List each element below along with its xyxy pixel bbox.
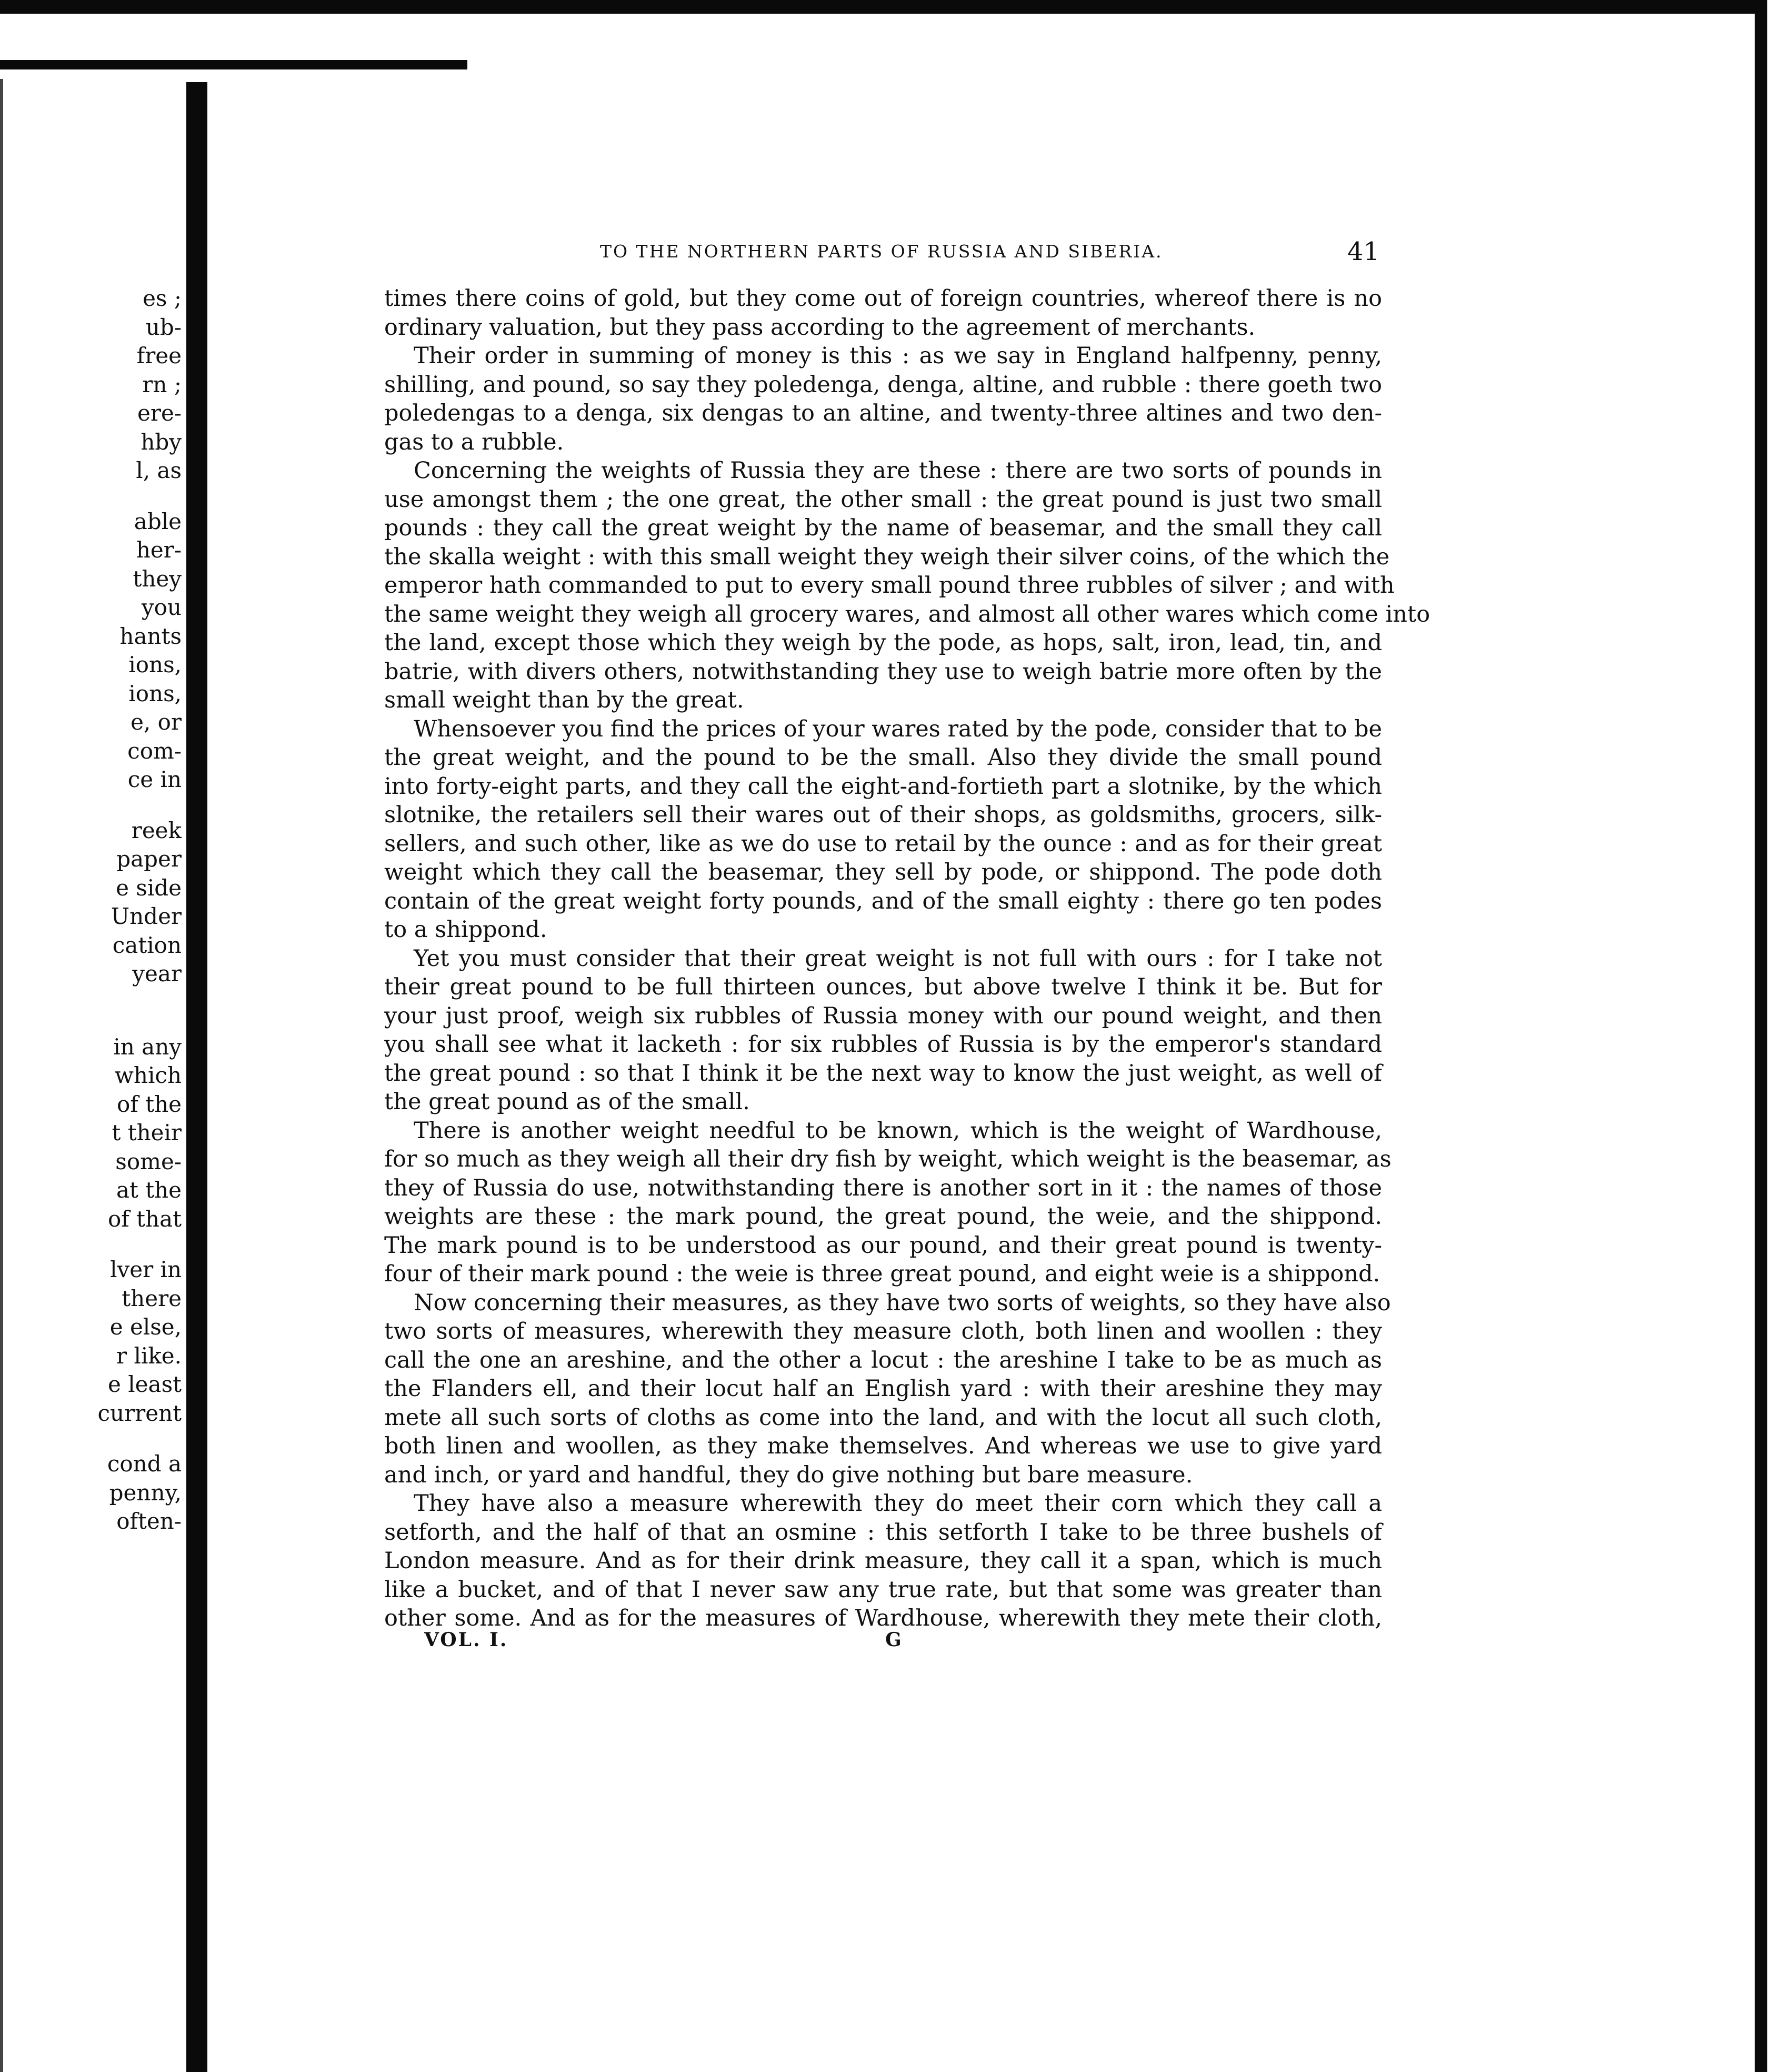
left-page-fragment (84, 1428, 182, 1450)
left-page-fragment: able (134, 508, 182, 534)
text-line: the skalla weight : with this small weight they weigh their silver coins, of the which the (384, 543, 1390, 570)
left-page-fragment: r like. (116, 1342, 182, 1369)
text-line: to a shippond. (384, 917, 547, 943)
text-line: their great pound to be full thirteen ounces, but above twelve I think it be. But for (384, 974, 1382, 1000)
left-page-head-rule (0, 60, 467, 69)
text-line: they of Russia do use, notwithstanding there is another sort in it : the names of those (384, 1174, 1382, 1201)
page-number: 41 (1347, 237, 1380, 266)
text-line: weight which they call the beasemar, they sell by pode, or shippond. The pode doth (384, 859, 1382, 885)
left-page-fragment: e least (108, 1371, 182, 1397)
left-page-fragment: com- (127, 738, 182, 764)
left-page-fragment (84, 485, 182, 507)
text-line: Concerning the weights of Russia they are these : there are two sorts of pounds in (414, 457, 1382, 484)
text-line: times there coins of gold, but they come out of foreign countries, whereof there is no (384, 285, 1382, 312)
text-line: the great pound : so that I think it be the next way to know the just weight, as well of (384, 1060, 1382, 1087)
text-line: your just proof, weigh six rubbles of Russia money with our pound weight, and then (384, 1002, 1382, 1029)
left-page-fragment: paper (116, 846, 182, 872)
text-line: both linen and woollen, as they make themselves. And whereas we use to give yard (384, 1433, 1382, 1459)
left-page-fragment (84, 794, 182, 816)
left-page-fragment: hby (141, 429, 182, 455)
text-line: setforth, and the half of that an osmine : this setforth I take to be three bushels of (384, 1519, 1382, 1546)
text-line: four of their mark pound : the weie is three great pound, and eight weie is a shippond. (384, 1261, 1380, 1287)
text-line: They have also a measure wherewith they do meet their corn which they call a (414, 1490, 1382, 1517)
left-page-fragment: of the (117, 1091, 182, 1117)
left-page-fragment: ions, (128, 652, 182, 678)
left-page-fragment: es ; (143, 285, 182, 311)
text-line: poledengas to a denga, six dengas to an altine, and twenty-three altines and two den- (384, 400, 1382, 426)
left-page-fragment: lver in (110, 1257, 182, 1282)
text-line: sellers, and such other, like as we do use to retail by the ounce : and as for their great (384, 830, 1382, 857)
left-page-fragment: at the (116, 1177, 182, 1203)
text-line: pounds : they call the great weight by the name of beasemar, and the small they call (384, 515, 1382, 541)
text-line: the great weight, and the pound to be the small. Also they divide the small pound (384, 744, 1382, 771)
left-page-fragment: which (114, 1062, 182, 1088)
left-page-fragment: there (122, 1285, 182, 1311)
text-line: like a bucket, and of that I never saw any true rate, but that some was greater than (384, 1576, 1382, 1603)
text-line: the great pound as of the small. (384, 1089, 750, 1115)
left-page-fragment: ions, (128, 680, 182, 706)
text-line: The mark pound is to be understood as our pound, and their great pound is twenty- (384, 1232, 1382, 1259)
left-page-fragment: t their (112, 1120, 182, 1145)
left-page-fragment (84, 989, 182, 1011)
left-page-fragment: e else, (109, 1314, 182, 1340)
text-line: call the one an areshine, and the other a locut : the areshine I take to be as much as (384, 1347, 1382, 1373)
gutter-rule (186, 82, 207, 2072)
text-line: use amongst them ; the one great, the other small : the great pound is just two small (384, 486, 1382, 513)
text-line: slotnike, the retailers sell their wares out of their shops, as goldsmiths, grocers, silk- (384, 802, 1382, 828)
text-line: Their order in summing of money is this : as we say in England halfpenny, penny, (414, 343, 1382, 369)
left-page-fragment (84, 1233, 182, 1256)
text-line: weights are these : the mark pound, the great pound, the weie, and the shippond. (384, 1203, 1382, 1230)
volume-mark: VOL. I. (424, 1629, 508, 1651)
text-line: emperor hath commanded to put to every small pound three rubbles of silver ; and with (384, 572, 1395, 599)
text-line: two sorts of measures, wherewith they measure cloth, both linen and woollen : they (384, 1318, 1382, 1344)
left-page-fragment: current (97, 1400, 182, 1426)
left-page-fragment: reek (131, 817, 182, 843)
left-page-fragment: ce in (127, 766, 182, 792)
text-line: mete all such sorts of cloths as come into the land, and with the locut all such cloth, (384, 1404, 1382, 1431)
left-page-edge (0, 79, 3, 2072)
left-page-fragment: penny, (109, 1479, 182, 1506)
text-line: There is another weight needful to be known, which is the weight of Wardhouse, (414, 1117, 1382, 1144)
body-text (384, 284, 1430, 1633)
text-line: for so much as they weigh all their dry fish by weight, which weight is the beasemar, as (384, 1146, 1392, 1172)
left-page-fragment (84, 1011, 182, 1033)
left-page-fragment: some- (115, 1148, 182, 1174)
text-line: contain of the great weight forty pounds, and of the small eighty : there go ten podes (384, 888, 1382, 914)
left-page-fragment: of that (107, 1206, 182, 1232)
signature-mark: G (885, 1629, 902, 1651)
text-line: batrie, with divers others, notwithstanding they use to weigh batrie more often by the (384, 658, 1382, 685)
text-line: other some. And as for the measures of Wardhouse, wherewith they mete their cloth, (384, 1605, 1382, 1631)
running-head: TO THE NORTHERN PARTS OF RUSSIA AND SIBERIA. (600, 241, 1163, 262)
text-line: the same weight they weigh all grocery wares, and almost all other wares which come into (384, 601, 1430, 627)
left-page-fragment: hants (119, 623, 182, 649)
left-page-fragment: free (136, 343, 182, 368)
text-line: gas to a rubble. (384, 429, 564, 455)
text-line: Now concerning their measures, as they have two sorts of weights, so they have also (414, 1289, 1391, 1316)
text-line: Whensoever you find the prices of your wares rated by the pode, consider that to be (414, 715, 1382, 742)
text-line: shilling, and pound, so say they poledenga, denga, altine, and rubble : there goeth two (384, 371, 1382, 398)
left-page-fragment: you (141, 594, 182, 620)
left-page-fragment: l, as (136, 457, 182, 483)
left-page-fragment: Under (111, 903, 182, 929)
right-border-rule (1755, 0, 1767, 2072)
left-page-fragment: ub- (145, 314, 182, 340)
left-page-fragment: e, or (131, 709, 182, 735)
left-page-fragments (84, 284, 182, 1536)
text-line: you shall see what it lacketh : for six rubbles of Russia is by the emperor's standard (384, 1031, 1382, 1058)
left-page-fragment: ere- (137, 400, 182, 426)
left-page-fragment: cond a (107, 1451, 182, 1477)
left-page-fragment: rn ; (142, 371, 182, 397)
left-page-fragment: year (132, 961, 182, 987)
text-line: Yet you must consider that their great weight is not full with ours : for I take not (414, 945, 1382, 972)
left-page-fragment: often- (116, 1508, 182, 1534)
text-line: ordinary valuation, but they pass according to the agreement of merchants. (384, 314, 1256, 341)
left-page-fragment: they (133, 565, 182, 592)
text-line: small weight than by the great. (384, 687, 744, 713)
text-line: the Flanders ell, and their locut half an English yard : with their areshine they may (384, 1376, 1382, 1402)
left-page-fragment: e side (116, 874, 182, 901)
text-line: and inch, or yard and handful, they do give nothing but bare measure. (384, 1461, 1193, 1488)
left-page-fragment: in any (113, 1033, 182, 1060)
text-line: London measure. And as for their drink measure, they call it a span, which is much (384, 1548, 1382, 1574)
left-page-fragment: her- (136, 537, 182, 563)
left-page-fragment: cation (112, 932, 182, 958)
text-line: the land, except those which they weigh by the pode, as hops, salt, iron, lead, tin, and (384, 630, 1382, 656)
text-line: into forty-eight parts, and they call the eight-and-fortieth part a slotnike, by the which (384, 773, 1382, 800)
top-border-rule (0, 0, 1758, 14)
